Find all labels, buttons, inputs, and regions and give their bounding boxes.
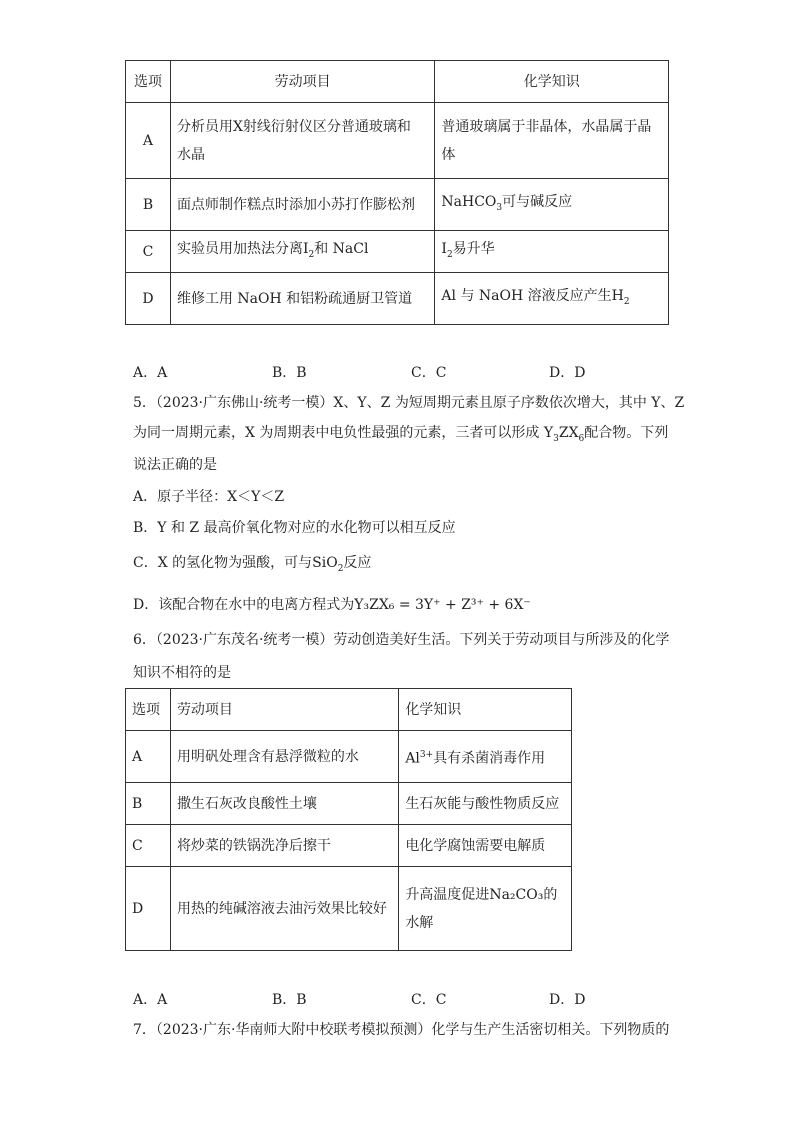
answer-b: B．B (272, 365, 307, 381)
answer-b: B．B (272, 992, 307, 1008)
answer-options-q6 (133, 989, 693, 1009)
q6-stem-line-2: 知识不相符的是 (133, 665, 231, 681)
answer-d: D．D (549, 365, 586, 381)
q5-option-d: D．该配合物在水中的电离方程式为Y₃ZX₆ = 3Y⁺ + Z³⁺ + 6X⁻ (133, 597, 531, 613)
q5-stem-line-3: 说法正确的是 (133, 457, 217, 473)
q5-option-a: A．原子半径：X＜Y＜Z (133, 489, 285, 505)
answer-a: A．A (133, 992, 168, 1008)
table-1 (125, 60, 669, 325)
answer-a: A．A (133, 365, 168, 381)
table-row: B 面点师制作糕点时添加小苏打作膨松剂 NaHCO$_3$可与碱反应 (126, 179, 669, 231)
table-header: 选项 劳动项目 化学知识 (126, 689, 572, 731)
answer-c: C．C (411, 992, 447, 1008)
table-row: C 实验员用加热法分离$I_2$和 NaCl $I_2$易升华 (126, 231, 669, 273)
answer-options-q4 (133, 362, 693, 382)
q6-stem-line-1: 6．（2023·广东茂名·统考一模）劳动创造美好生活。下列关于劳动项目与所涉及的化学 (133, 632, 670, 648)
header-option: 选项 (126, 61, 171, 103)
table-row: A 用明矾处理含有悬浮微粒的水 $Al^{3+}$具有杀菌消毒作用 (126, 731, 572, 783)
q5-option-c: C．X 的氢化物为强酸，可与SiO$_2$反应 (133, 555, 372, 574)
header-knowledge: 化学知识 (435, 61, 669, 103)
table-row: D 用热的纯碱溶液去油污效果比较好 升高温度促进Na₂CO₃的 水解 (126, 867, 572, 951)
table-row: B 撒生石灰改良酸性土壤 生石灰能与酸性物质反应 (126, 783, 572, 825)
table-row: C 将炒菜的铁锅洗净后擦干 电化学腐蚀需要电解质 (126, 825, 572, 867)
q5-stem-line-1: 5．（2023·广东佛山·统考一模）X、Y、Z 为短周期元素且原子序数依次增大，其中 Y、Z (133, 395, 685, 411)
table-header (126, 61, 669, 103)
answer-c: C．C (411, 365, 447, 381)
q5-option-b: B．Y 和 Z 最高价氧化物对应的水化物可以相互反应 (133, 520, 456, 536)
q5-stem-line-2: 为同一周期元素，X 为周期表中电负性最强的元素，三者可以形成 $Y_3ZX_6$配合物。下列 (133, 425, 669, 444)
answer-d: D．D (549, 992, 586, 1008)
table-2 (125, 688, 572, 951)
q7-stem-line-1: 7．（2023·广东·华南师大附中校联考模拟预测）化学与生产生活密切相关。下列物质的 (133, 1022, 670, 1038)
header-item: 劳动项目 (170, 61, 434, 103)
table-row: A 分析员用X射线衍射仪区分普通玻璃和 水晶 普通玻璃属于非晶体，水晶属于晶 体 (126, 103, 669, 179)
table-row: D 维修工用 NaOH 和铝粉疏通厨卫管道 Al 与 NaOH 溶液反应产生$H_2$ (126, 273, 669, 325)
